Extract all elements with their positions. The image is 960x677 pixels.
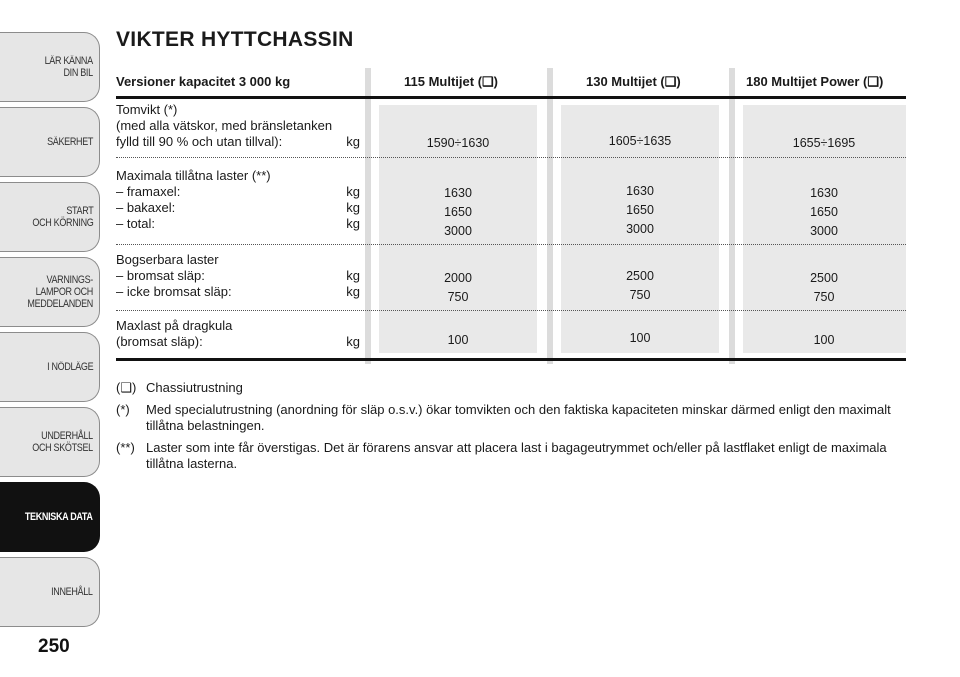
value-180-dragkula: 100 [813, 333, 835, 347]
row-separator [116, 244, 906, 245]
row-label-bogserbara: Bogserbara laster – bromsat släp: kg – icke bromsat släp: kg [116, 252, 360, 299]
footnote-chassi: (❑) Chassiutrustning [116, 380, 243, 395]
tab-start-och-korning[interactable]: START OCH KÖRNING [0, 182, 100, 252]
value-130-maximala: 1630 1650 3000 [626, 184, 654, 236]
tab-lar-kanna-din-bil[interactable]: LÄR KÄNNA DIN BIL [0, 32, 100, 102]
row-separator [116, 310, 906, 311]
column-divider [547, 68, 553, 364]
tab-tekniska-data[interactable]: TEKNISKA DATA [0, 482, 100, 552]
unit-label: kg [346, 134, 360, 149]
value-115-tomvikt: 1590÷1630 [426, 136, 490, 150]
column-header-115: 115 Multijet (❑) [404, 74, 499, 89]
value-130-dragkula: 100 [629, 331, 651, 345]
chapter-tabs [0, 0, 102, 677]
value-130-tomvikt: 1605÷1635 [608, 134, 672, 148]
column-header-180: 180 Multijet Power (❑) [746, 74, 884, 89]
table-header-label: Versioner kapacitet 3 000 kg [116, 74, 291, 89]
row-label-dragkula: Maxlast på dragkula (bromsat släp): kg [116, 318, 360, 349]
value-115-bogserbara: 2000 750 [444, 271, 472, 304]
tab-innehall[interactable]: INNEHÅLL [0, 557, 100, 627]
column-divider [729, 68, 735, 364]
footnote-laster: (**) Laster som inte får överstigas. Det är förarens ansvar att placera last i bagageutrymmet och/eller på lastflaket enligt de maximala tillåtna lasterna. [116, 440, 887, 471]
column-header-130: 130 Multijet (❑) [586, 74, 681, 89]
footnote-tomvikt: (*) Med specialutrustning (anordning för släp o.s.v.) ökar tomvikten och den faktiska kapaciteten minskar därmed enligt den maximalt tillåtna belastningen. [116, 402, 891, 433]
row-label-maximala-laster: Maximala tillåtna laster (**) – framaxel: kg – bakaxel: kg – total: kg [116, 168, 360, 231]
value-180-bogserbara: 2500 750 [810, 271, 838, 304]
value-115-dragkula: 100 [447, 333, 469, 347]
value-115-maximala: 1630 1650 3000 [444, 186, 472, 238]
footnotes [116, 380, 906, 478]
value-180-maximala: 1630 1650 3000 [810, 186, 838, 238]
bottom-rule [116, 358, 906, 361]
page-number: 250 [38, 636, 70, 657]
page-title: VIKTER HYTTCHASSIN [116, 28, 354, 51]
tab-sakerhet[interactable]: SÄKERHET [0, 107, 100, 177]
tab-varningslampor[interactable]: VARNINGS- LAMPOR OCH MEDDELANDEN [0, 257, 100, 327]
tab-i-nodlage[interactable]: I NÖDLÄGE [0, 332, 100, 402]
row-separator [116, 157, 906, 158]
value-180-tomvikt: 1655÷1695 [792, 136, 856, 150]
tab-underhall-och-skotsel[interactable]: UNDERHÅLL OCH SKÖTSEL [0, 407, 100, 477]
header-rule [116, 96, 906, 99]
value-130-bogserbara: 2500 750 [626, 269, 654, 302]
weights-table [116, 68, 906, 364]
column-divider [365, 68, 371, 364]
row-label-tomvikt: Tomvikt (*) (med alla vätskor, med bränsletanken fylld till 90 % och utan tillval): kg [116, 102, 360, 149]
